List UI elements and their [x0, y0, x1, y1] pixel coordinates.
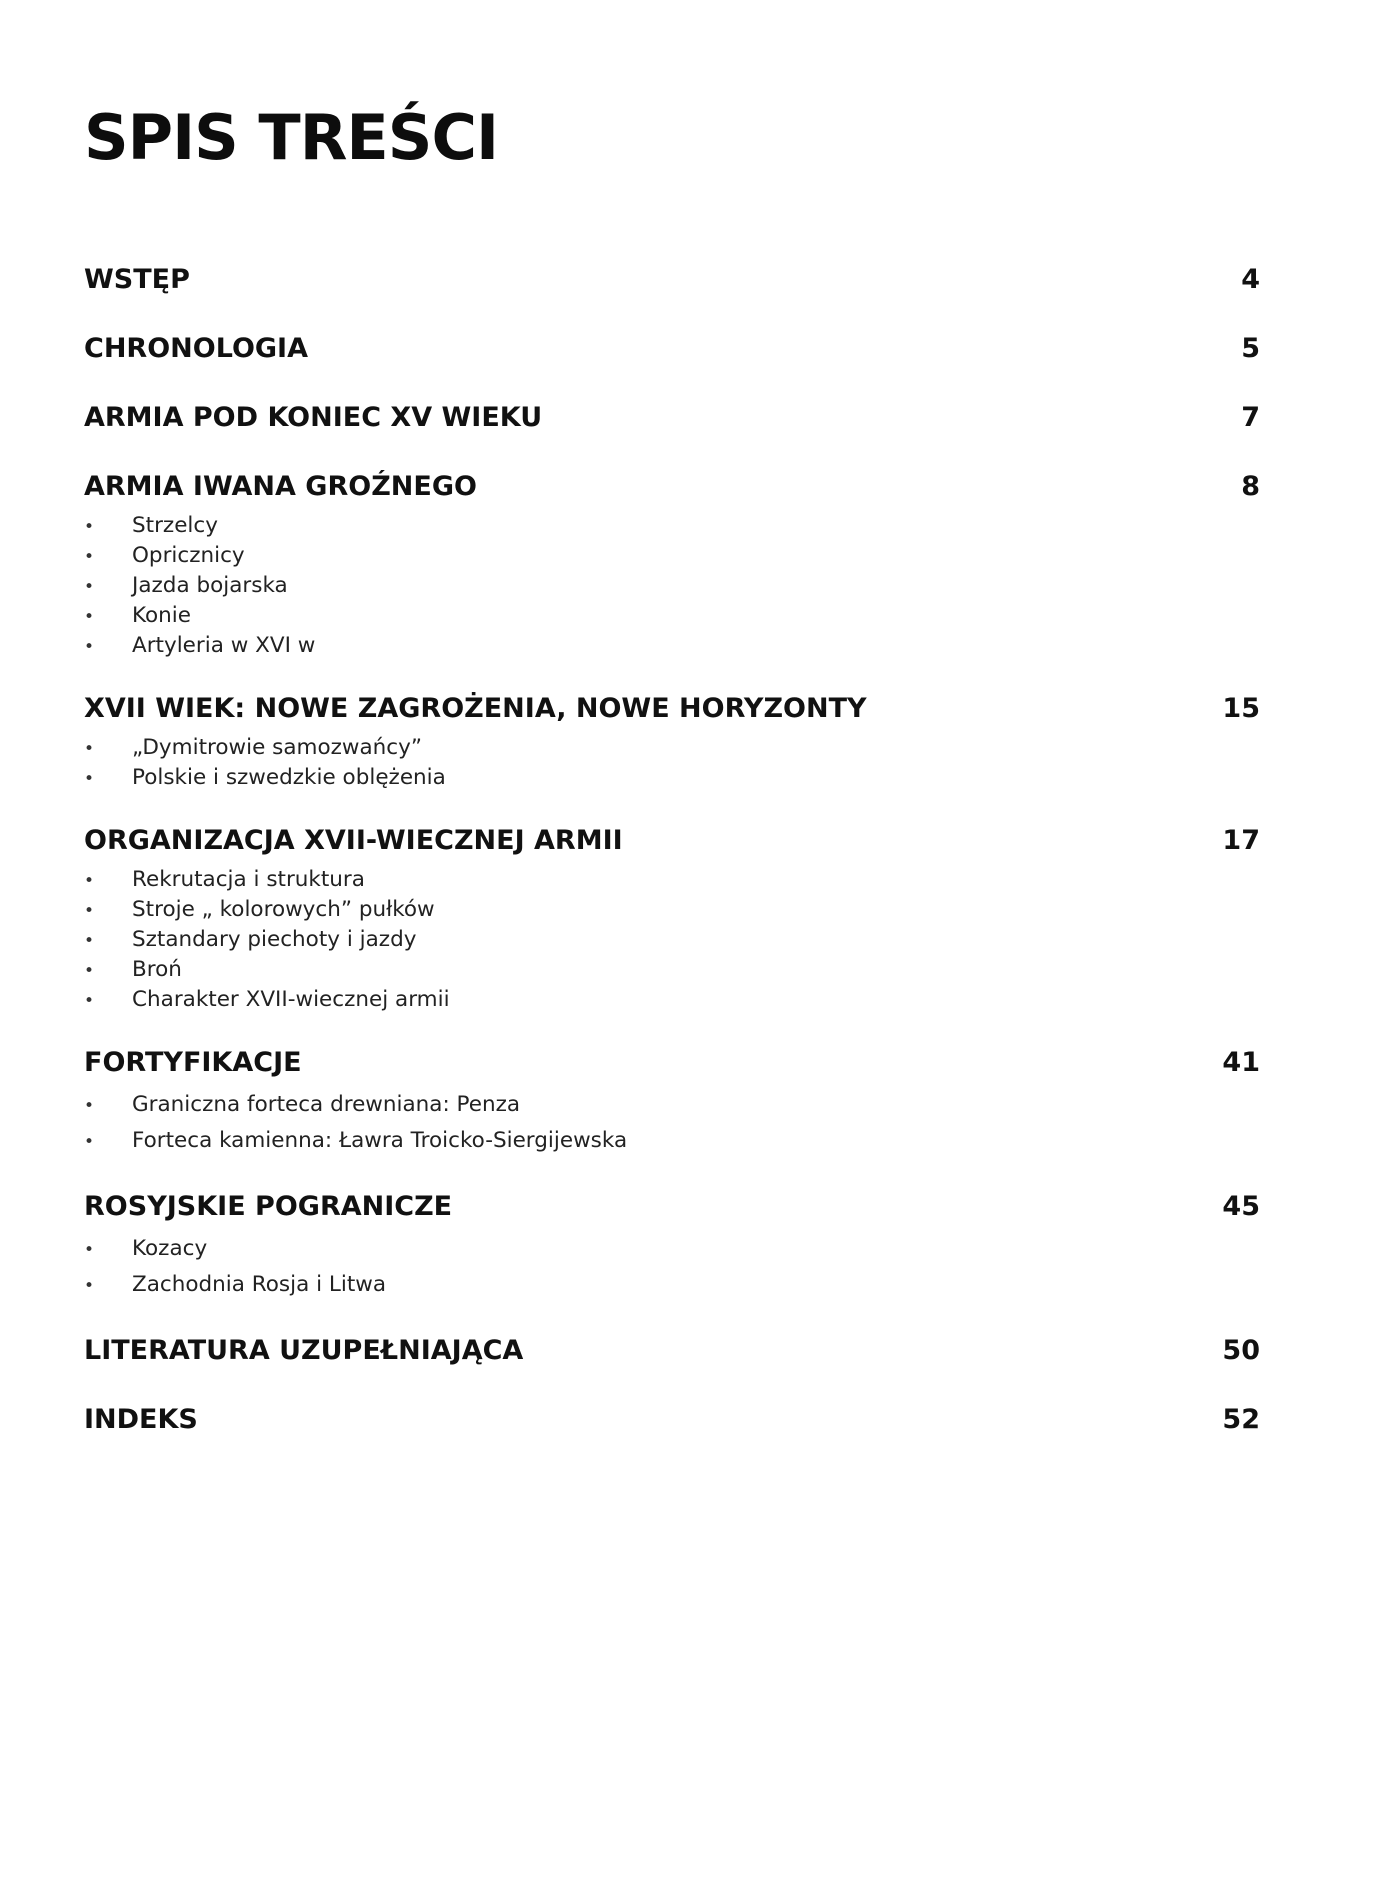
toc-heading: FORTYFIKACJE [84, 1047, 302, 1078]
toc-heading: XVII WIEK: NOWE ZAGROŻENIA, NOWE HORYZONTY [84, 693, 867, 724]
toc-section [84, 1049, 1260, 1159]
bullet-icon: • [84, 1132, 95, 1152]
toc-subsection-label: Opricznicy [132, 543, 245, 568]
toc-heading: WSTĘP [84, 264, 190, 295]
toc-page-number: 8 [1241, 471, 1260, 502]
toc-entry[interactable] [84, 335, 1260, 363]
toc-subsection-item[interactable] [84, 865, 1260, 895]
toc-section [84, 827, 1260, 1015]
bullet-icon: • [84, 607, 95, 627]
toc-page-number: 5 [1241, 333, 1260, 364]
toc-entry[interactable] [84, 1193, 1260, 1221]
toc-subsection-list [84, 1087, 1260, 1159]
toc-entry[interactable] [84, 695, 1260, 723]
toc-heading: CHRONOLOGIA [84, 333, 309, 364]
bullet-icon: • [84, 739, 95, 759]
toc-page-number: 4 [1241, 264, 1260, 295]
toc-heading: ORGANIZACJA XVII-WIECZNEJ ARMII [84, 825, 623, 856]
toc-subsection-label: Rekrutacja i struktura [132, 867, 365, 892]
table-of-contents-page [84, 100, 1260, 1475]
toc-page-number: 17 [1222, 825, 1260, 856]
toc-subsection-list [84, 865, 1260, 1015]
toc-section [84, 695, 1260, 793]
toc-subsection-item[interactable] [84, 733, 1260, 763]
toc-subsection-label: Strzelcy [132, 513, 218, 538]
toc-heading: INDEKS [84, 1404, 198, 1435]
bullet-icon: • [84, 871, 95, 891]
toc-entry[interactable] [84, 1406, 1260, 1434]
toc-subsection-label: Kozacy [132, 1236, 208, 1261]
toc-subsection-item[interactable] [84, 763, 1260, 793]
toc-subsection-label: Sztandary piechoty i jazdy [132, 927, 417, 952]
toc-subsection-list [84, 1231, 1260, 1303]
toc-section [84, 473, 1260, 661]
toc-heading: ARMIA IWANA GROŹNEGO [84, 471, 477, 502]
bullet-icon: • [84, 547, 95, 567]
toc-page-number: 52 [1222, 1404, 1260, 1435]
toc-entry[interactable] [84, 404, 1260, 432]
bullet-icon: • [84, 769, 95, 789]
toc-page-number: 50 [1222, 1335, 1260, 1366]
bullet-icon: • [84, 961, 95, 981]
toc-subsection-list [84, 733, 1260, 793]
toc-subsection-label: Stroje „ kolorowych” pułków [132, 897, 435, 922]
bullet-icon: • [84, 577, 95, 597]
toc-subsection-item[interactable] [84, 511, 1260, 541]
toc-subsection-item[interactable] [84, 1087, 1260, 1123]
toc-subsection-label: Graniczna forteca drewniana: Penza [132, 1092, 521, 1117]
toc-section [84, 1406, 1260, 1434]
toc-section [84, 404, 1260, 432]
toc-subsection-label: „Dymitrowie samozwańcy” [132, 735, 422, 760]
toc-page-number: 45 [1222, 1191, 1260, 1222]
toc-section [84, 1193, 1260, 1303]
toc-subsection-item[interactable] [84, 631, 1260, 661]
toc-entry[interactable] [84, 266, 1260, 294]
bullet-icon: • [84, 1240, 95, 1260]
toc-heading: ROSYJSKIE POGRANICZE [84, 1191, 453, 1222]
toc-subsection-item[interactable] [84, 1123, 1260, 1159]
bullet-icon: • [84, 901, 95, 921]
toc-subsection-label: Forteca kamienna: Ławra Troicko-Siergijewska [132, 1128, 628, 1153]
bullet-icon: • [84, 991, 95, 1011]
toc-subsection-label: Charakter XVII-wiecznej armii [132, 987, 450, 1012]
toc-heading: LITERATURA UZUPEŁNIAJĄCA [84, 1335, 524, 1366]
toc-page-number: 7 [1241, 402, 1260, 433]
toc-entry[interactable] [84, 473, 1260, 501]
toc-subsection-label: Broń [132, 957, 182, 982]
toc-subsection-item[interactable] [84, 571, 1260, 601]
bullet-icon: • [84, 931, 95, 951]
toc-subsection-label: Artyleria w XVI w [132, 633, 316, 658]
toc-section [84, 335, 1260, 363]
toc-subsection-label: Zachodnia Rosja i Litwa [132, 1272, 387, 1297]
toc-entry[interactable] [84, 1337, 1260, 1365]
toc-section [84, 1337, 1260, 1365]
toc-page-number: 41 [1222, 1047, 1260, 1078]
page-title: SPIS TREŚCI [84, 101, 499, 174]
toc-subsection-item[interactable] [84, 895, 1260, 925]
toc-subsection-item[interactable] [84, 601, 1260, 631]
toc-subsection-list [84, 511, 1260, 661]
toc-entry[interactable] [84, 1049, 1260, 1077]
bullet-icon: • [84, 1096, 95, 1116]
bullet-icon: • [84, 517, 95, 537]
toc-subsection-item[interactable] [84, 955, 1260, 985]
bullet-icon: • [84, 1276, 95, 1296]
toc-entry[interactable] [84, 827, 1260, 855]
toc-subsection-label: Jazda bojarska [132, 573, 288, 598]
toc-subsection-item[interactable] [84, 541, 1260, 571]
toc-heading: ARMIA POD KONIEC XV WIEKU [84, 402, 543, 433]
bullet-icon: • [84, 637, 95, 657]
toc-subsection-label: Polskie i szwedzkie oblężenia [132, 765, 446, 790]
toc-page-number: 15 [1222, 693, 1260, 724]
toc-subsection-item[interactable] [84, 1267, 1260, 1303]
toc-section [84, 266, 1260, 294]
toc-subsection-label: Konie [132, 603, 192, 628]
toc-subsection-item[interactable] [84, 985, 1260, 1015]
toc-subsection-item[interactable] [84, 925, 1260, 955]
toc-subsection-item[interactable] [84, 1231, 1260, 1267]
